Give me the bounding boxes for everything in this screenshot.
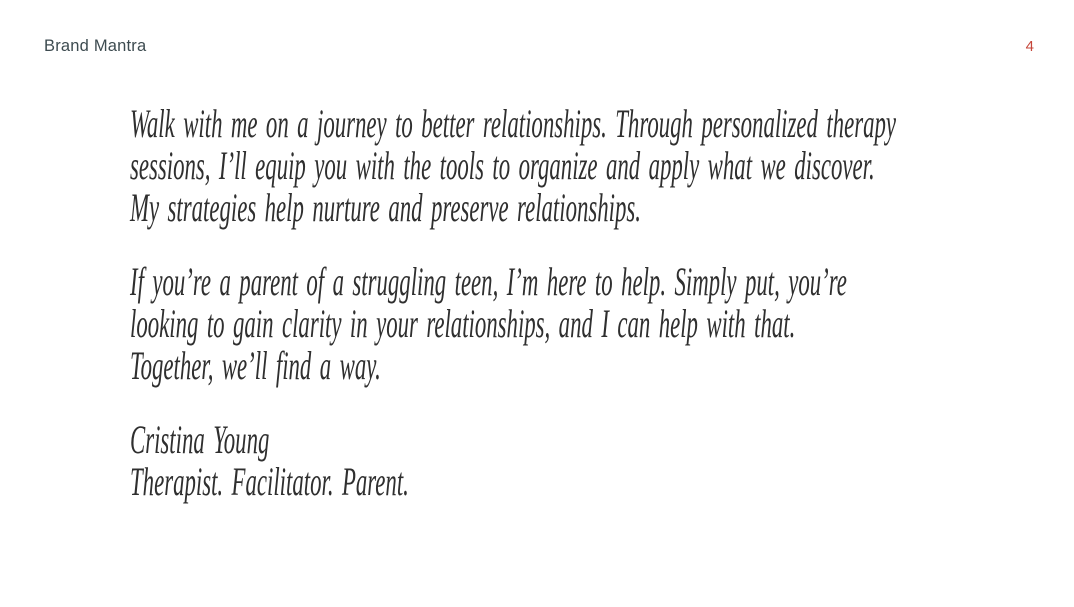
brand-mantra-label: Brand Mantra	[44, 37, 147, 55]
paragraph-1-line-3: My strategies help nurture and preserve relationships.	[130, 185, 641, 230]
paragraph-1	[130, 103, 1030, 229]
paragraph-2-line-2: looking to gain clarity in your relationships, and I can help with that.	[130, 301, 796, 346]
page-number: 4	[1025, 38, 1034, 55]
paragraph-1-line-1: Walk with me on a journey to better relationships. Through personalized therapy	[130, 101, 896, 146]
signature-title: Therapist. Facilitator. Parent.	[130, 459, 409, 504]
signature-block	[130, 419, 1030, 503]
signature-name: Cristina Young	[130, 417, 270, 462]
paragraph-2-line-1: If you’re a parent of a struggling teen, I’m here to help. Simply put, you’re	[130, 259, 847, 304]
slide-body-text	[130, 103, 1030, 503]
paragraph-1-line-2: sessions, I’ll equip you with the tools to organize and apply what we discover.	[130, 143, 875, 188]
paragraph-2	[130, 261, 1030, 387]
paragraph-2-line-3: Together, we’ll find a way.	[130, 343, 381, 388]
